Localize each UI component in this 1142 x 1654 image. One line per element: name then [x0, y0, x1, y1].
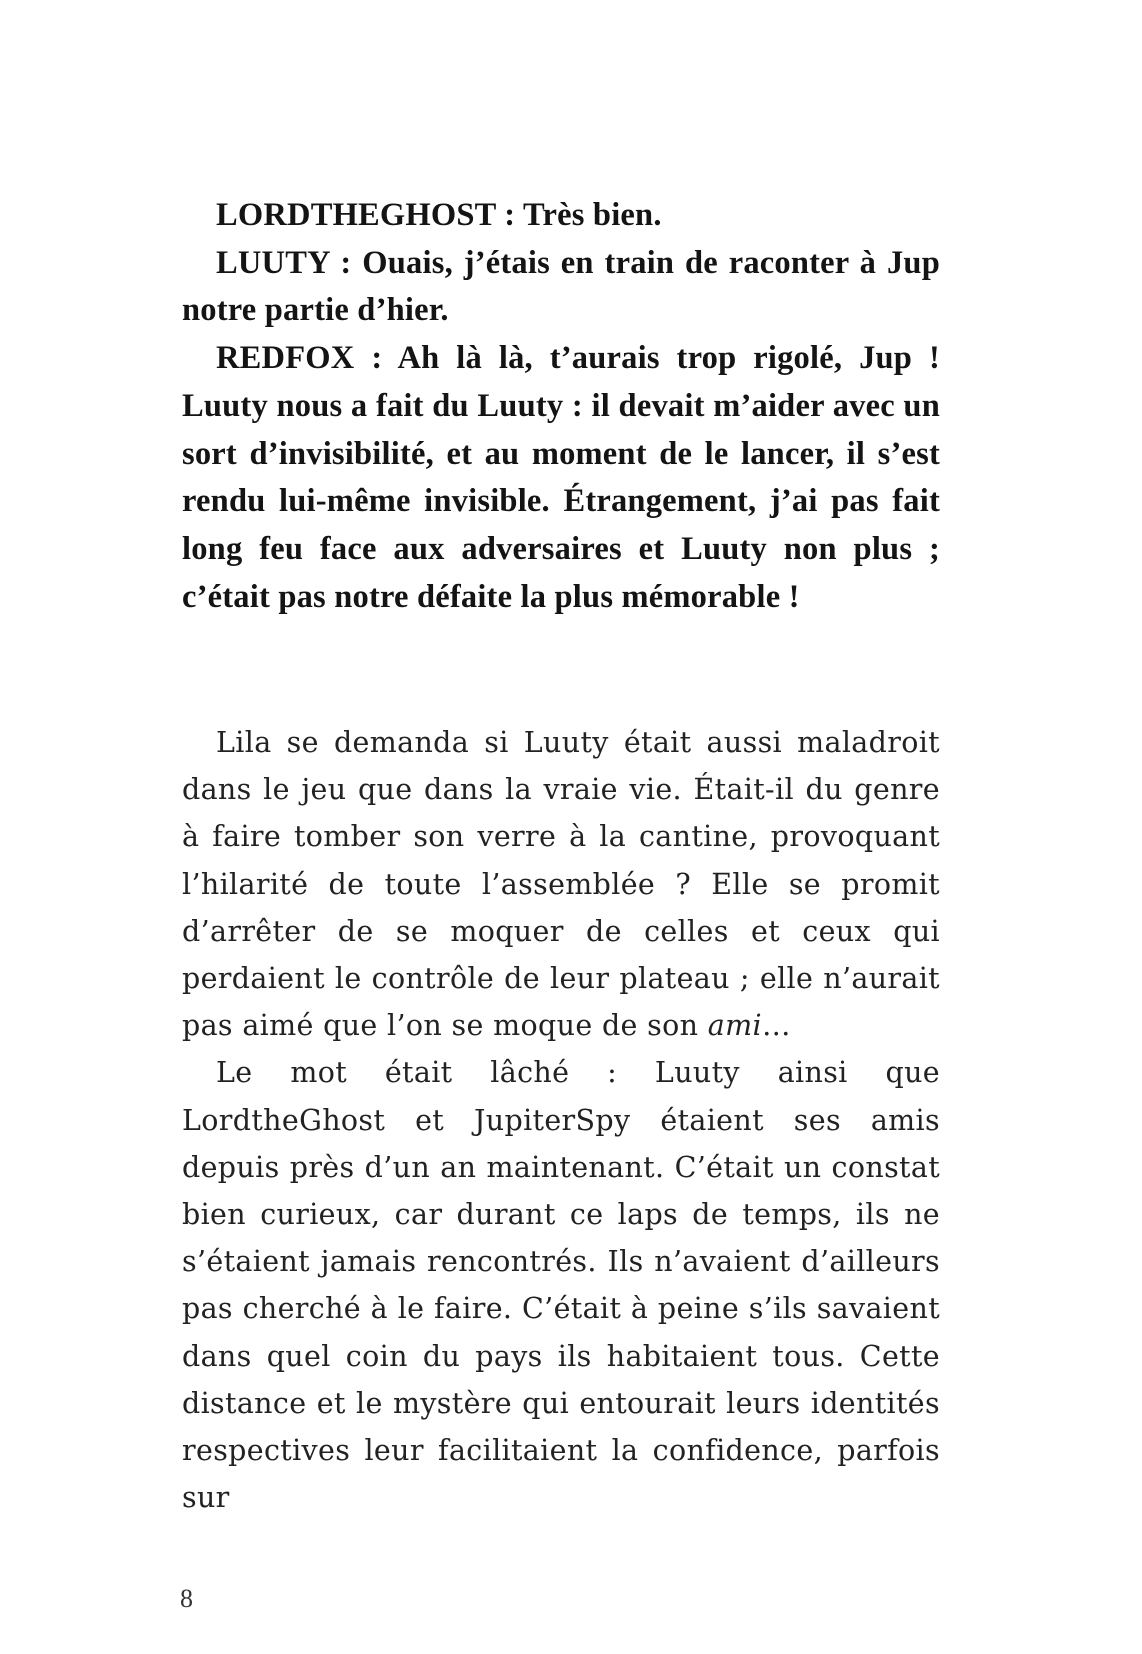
dialogue-section: [182, 192, 940, 621]
dialogue-line: [182, 335, 940, 621]
speaker-separator: :: [329, 244, 363, 281]
narrative-section: [182, 719, 940, 1521]
dialogue-text: Ah là là, t’aurais trop rigolé, Jup ! Luuty nous a fait du Luuty : il devait m’aider avec un sort d’invisibilité, et au moment de le lancer, il s’est rendu lui-même invisible. Étrangement, j’ai pas fait long feu face aux adversaires et Luuty non plus ; c’était pas notre défaite la plus mémorable !: [182, 340, 940, 615]
speaker-name: LORDTHEGHOST: [216, 197, 496, 233]
speaker-name: LUUTY: [216, 244, 330, 281]
page-number: 8: [180, 1584, 193, 1613]
paragraph-text: Lila se demanda si Luuty était aussi maladroit dans le jeu que dans la vraie vie. Était-il du genre à faire tomber son verre à la cantine, provoquant l’hilarité de toute l’assemblée ? Elle se promit d’arrêter de se moquer de celles et ceux qui perdaient le contrôle de leur plateau ; elle n’aurait pas aimé que l’on se moque de son: [182, 726, 940, 1043]
narrative-paragraph: [182, 1049, 940, 1521]
dialogue-line: [182, 192, 940, 240]
speaker-separator: :: [354, 340, 398, 377]
narrative-paragraph: [182, 719, 940, 1049]
emphasized-word: ami: [707, 1009, 762, 1043]
dialogue-line: [182, 240, 940, 335]
dialogue-text: Ouais, j’étais en train de raconter à Jup notre partie d’hier.: [182, 244, 940, 329]
speaker-separator: :: [495, 197, 524, 233]
paragraph-text-end: …: [761, 1009, 791, 1043]
paragraph-text: Le mot était lâché : Luuty ainsi que LordtheGhost et JupiterSpy étaient ses amis depuis près d’un an maintenant. C’était un constat bien curieux, car durant ce laps de temps, ils ne s’étaient jamais rencontrés. Ils n’avaient d’ailleurs pas cherché à le faire. C’était à peine s’ils savaient dans quel coin du pays ils habitaient tous. Cette distance et le mystère qui entourait leurs identités respectives leur facilitaient la confidence, parfois sur: [182, 1056, 940, 1515]
speaker-name: REDFOX: [216, 340, 355, 377]
dialogue-text: Très bien.: [523, 197, 662, 233]
